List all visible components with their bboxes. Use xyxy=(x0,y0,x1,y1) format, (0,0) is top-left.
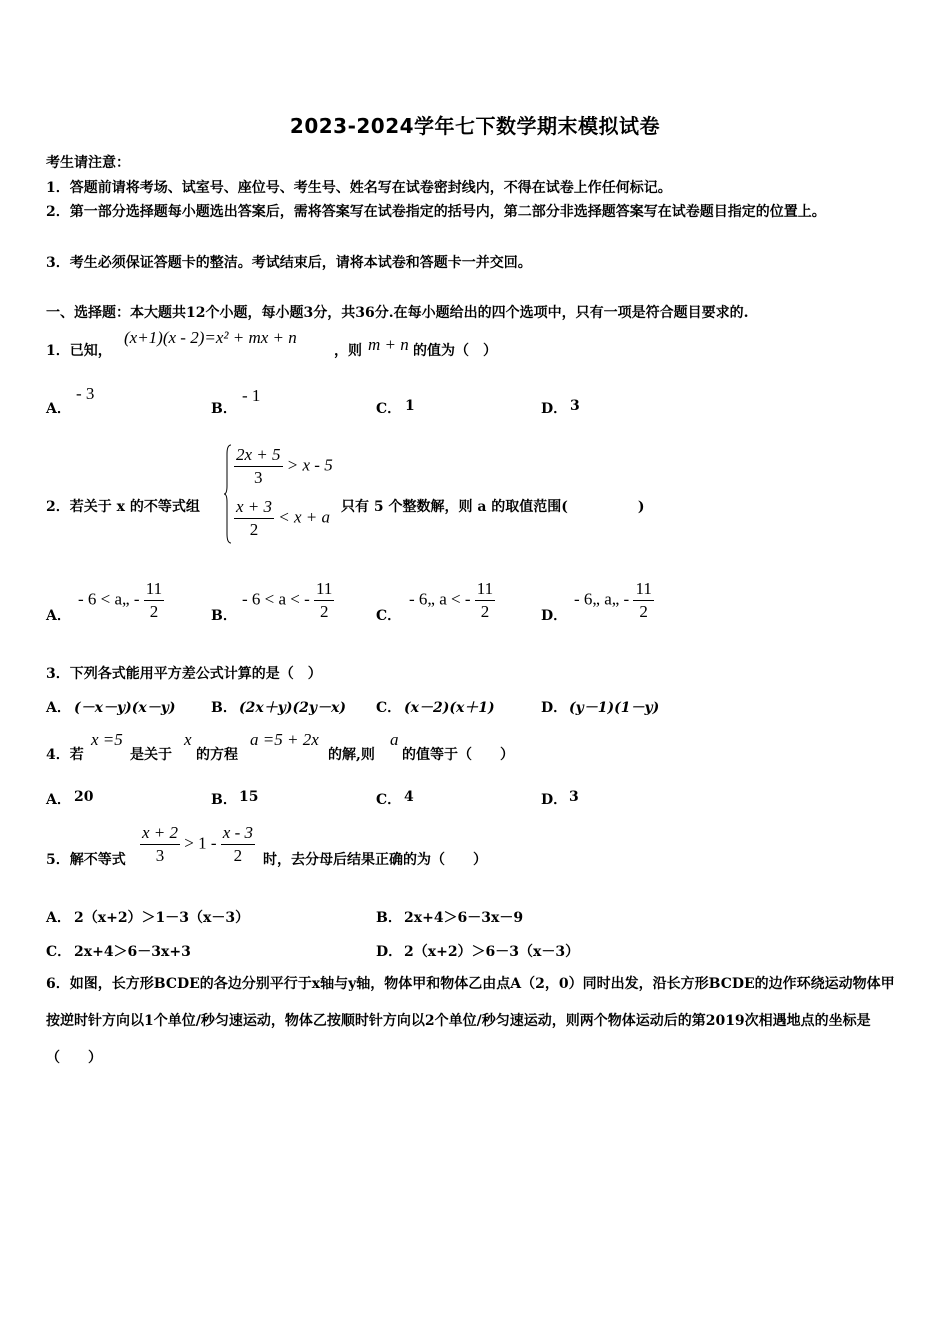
q2-option-b-numerator: 11 xyxy=(314,578,334,601)
q1-prefix: 1．已知， xyxy=(46,343,112,359)
q2-option-c-label: C． xyxy=(376,608,402,624)
q4-expr-1: x =5 xyxy=(91,730,123,749)
q4-option-d-label: D． xyxy=(541,792,568,808)
q3-option-d-label: D． xyxy=(541,700,568,716)
q2-option-b xyxy=(242,578,334,623)
section-heading: 一、选择题：本大题共12个小题，每小题3分，共36分.在每小题给出的四个选项中，只有一项是符合题目要求的. xyxy=(46,305,749,321)
q2-ineq1-denominator: 3 xyxy=(254,468,263,487)
q1-option-b: - 1 xyxy=(242,386,261,405)
q4-option-d: 3 xyxy=(569,789,579,805)
q5-option-d-label: D． xyxy=(376,944,403,960)
q2-option-b-denominator: 2 xyxy=(319,602,329,621)
q4-option-a-label: A． xyxy=(46,792,71,808)
q2-option-d-denominator: 2 xyxy=(639,602,648,621)
q1-suffix: 的值为（ ） xyxy=(413,343,497,359)
q2-option-a-denominator: 2 xyxy=(149,602,159,621)
q4-option-a: 20 xyxy=(74,789,94,805)
q4-text-3: 的解,则 xyxy=(328,747,375,763)
q2-ineq2-denominator: 2 xyxy=(249,520,259,539)
q1-mid: ，则 xyxy=(334,343,362,359)
q2-option-c-denominator: 2 xyxy=(480,602,490,621)
q5-frac1-denominator: 3 xyxy=(155,846,165,865)
q4-prefix: 4．若 xyxy=(46,747,84,763)
notice-item-1: 1．答题前请将考场、试室号、座位号、考生号、姓名写在试卷密封线内，不得在试卷上作任何标记。 xyxy=(46,180,672,196)
q1-option-b-label: B． xyxy=(211,401,237,417)
q3-option-c: (x－2)(x＋1) xyxy=(404,700,495,716)
q3-option-b-label: B． xyxy=(211,700,237,716)
q5-option-b: 2x+4＞6－3x－9 xyxy=(404,910,524,926)
q1-option-c: 1 xyxy=(405,398,415,414)
q5-frac2-denominator: 2 xyxy=(233,846,243,865)
q2-option-c xyxy=(409,578,495,623)
q4-expr-4: a xyxy=(390,730,399,749)
q4-expr-3: a =5 + 2x xyxy=(250,730,319,749)
q5-mid: > 1 - xyxy=(184,833,217,853)
q2-ineq2-rhs: < x + a xyxy=(278,507,331,527)
q2-option-d xyxy=(574,578,654,623)
q1-equation: (x+1)(x - 2)=x² + mx + n xyxy=(124,328,297,347)
q2-inequality-2 xyxy=(234,496,330,541)
q2-option-d-left: - 6„ a„ - xyxy=(574,589,630,609)
q5-option-a: 2（x+2）＞1－3（x－3） xyxy=(74,910,250,926)
page-title: 2023-2024学年七下数学期末模拟试卷 xyxy=(289,114,661,138)
q2-option-d-label: D． xyxy=(541,608,568,624)
q1-option-d-label: D． xyxy=(541,401,568,417)
q4-option-b-label: B． xyxy=(211,792,237,808)
q2-suffix: 只有 5 个整数解，则 a 的取值范围( ) xyxy=(341,499,645,515)
q3-option-c-label: C． xyxy=(376,700,402,716)
notice-item-3: 3．考生必须保证答题卡的整洁。考试结束后，请将本试卷和答题卡一并交回。 xyxy=(46,255,532,271)
q1-option-d: 3 xyxy=(570,398,580,414)
q2-inequality-1 xyxy=(234,444,333,489)
q1-option-a-label: A． xyxy=(46,401,71,417)
q2-prefix: 2．若关于 x 的不等式组 xyxy=(46,499,200,515)
q2-option-a: - 6 < a„ - $\frac{11}{2}$ xyxy=(78,579,163,621)
q3-option-a: (－x－y)(x－y) xyxy=(74,700,176,716)
q5-frac1-numerator: x + 2 xyxy=(140,822,180,845)
q1-expression: m + n xyxy=(368,335,409,354)
q4-text-2: 的方程 xyxy=(196,747,238,763)
q2-option-a-numerator: 11 xyxy=(144,578,164,601)
q4-option-c: 4 xyxy=(404,789,414,805)
q4-text-1: 是关于 xyxy=(130,747,172,763)
system-brace xyxy=(224,444,232,544)
q5-frac2-numerator: x - 3 xyxy=(221,822,255,845)
q2-option-b-left: - 6 < a < - xyxy=(242,589,310,609)
q2-ineq1-numerator: 2x + 5 xyxy=(234,444,283,467)
q5-option-a-label: A． xyxy=(46,910,71,926)
q2-ineq1-rhs: > x - 5 xyxy=(286,455,333,475)
q3-option-a-label: A． xyxy=(46,700,71,716)
notice-item-2: 2．第一部分选择题每小题选出答案后，需将答案写在试卷指定的括号内，第二部分非选择题答案写在试卷题目指定的位置上。 xyxy=(46,204,826,220)
q5-option-c-label: C． xyxy=(46,944,72,960)
q5-option-c: 2x+4＞6－3x+3 xyxy=(74,944,191,960)
q1-option-a: - 3 xyxy=(76,384,95,403)
q5-option-d: 2（x+2）＞6－3（x－3） xyxy=(404,944,580,960)
q2-option-a-left: - 6 < a„ xyxy=(78,589,130,609)
q2-option-b-label: B． xyxy=(211,608,237,624)
q3-option-b: (2x＋y)(2y－x) xyxy=(239,700,346,716)
q1-option-c-label: C． xyxy=(376,401,402,417)
notice-heading: 考生请注意： xyxy=(46,155,130,171)
q3-option-d: (y－1)(1－y) xyxy=(569,700,660,716)
q5-option-b-label: B． xyxy=(376,910,402,926)
q4-expr-2: x xyxy=(184,730,192,749)
q2-option-c-left: - 6„ a < - xyxy=(409,589,471,609)
q4-text-4: 的值等于（ ） xyxy=(402,747,514,763)
q2-option-d-numerator: 11 xyxy=(633,578,653,601)
question-6-text: 6．如图，长方形BCDE的各边分别平行于x轴与y轴，物体甲和物体乙由点A（2，0）同时出发，沿长方形BCDE的边作环绕运动物体甲按逆时针方向以1个单位/秒匀速运动，物体乙按顺时针方向以2个单位/秒匀速运动，则两个物体运动后的第2019次相遇地点的坐标是（ ） xyxy=(46,976,895,1066)
q2-option-c-numerator: 11 xyxy=(475,578,495,601)
q2-ineq2-numerator: x + 3 xyxy=(234,496,274,519)
q3-text: 3．下列各式能用平方差公式计算的是（ ） xyxy=(46,666,322,682)
q5-inequality xyxy=(140,822,255,867)
q5-prefix: 5．解不等式 xyxy=(46,852,126,868)
q2-option-a-label: A． xyxy=(46,608,71,624)
q4-option-b: 15 xyxy=(239,789,259,805)
q4-option-c-label: C． xyxy=(376,792,402,808)
q5-suffix: 时，去分母后结果正确的为（ ） xyxy=(263,852,487,868)
